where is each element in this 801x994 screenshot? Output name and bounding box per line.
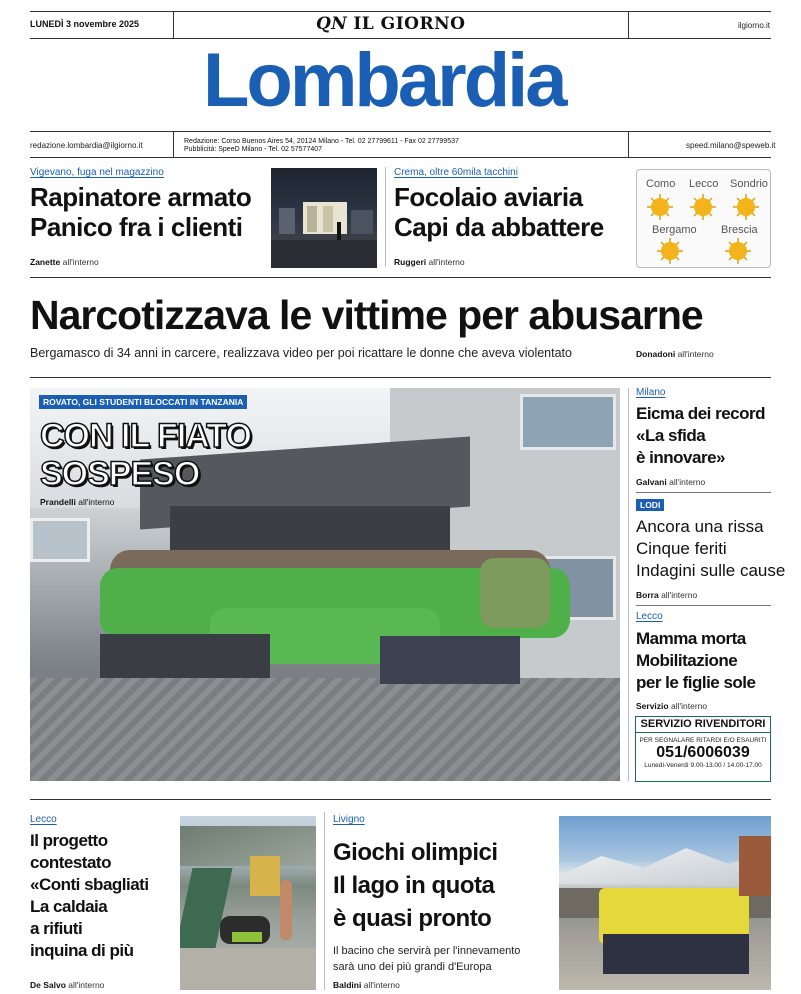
sidebar-2-line: Ancora una rissa xyxy=(636,517,764,536)
issue-date: LUNEDÌ 3 novembre 2025 xyxy=(30,19,140,29)
sidebar-3-byline: Servizio all'interno xyxy=(636,701,708,711)
construction-site-photo xyxy=(180,816,316,990)
rivenditori-hours: Lunedì-Venerdì 9.00-13.00 / 14.00-17.00 xyxy=(644,762,762,769)
sidebar-2-line: Cinque feriti xyxy=(636,539,727,558)
top-story-1-kicker[interactable]: Vigevano, fuga nel magazzino xyxy=(30,167,164,178)
bottom-2-byline: Baldini all'interno xyxy=(333,980,400,990)
photo-story-title[interactable] xyxy=(40,417,251,493)
top-story-1-line2: Panico fra i clienti xyxy=(30,212,243,242)
bottom-2-summary: Il bacino che servirà per l'innevamento sarà uno dei più grandi d'Europa xyxy=(333,945,521,973)
bottom-1-line: a rifiuti xyxy=(30,919,83,938)
bottom-2-line: è quasi pronto xyxy=(333,905,492,932)
photo-title-line2: SOSPESO xyxy=(40,455,200,493)
rivenditori-box[interactable] xyxy=(635,716,771,782)
weather-city-bergamo: Bergamo xyxy=(652,224,697,236)
sidebar-2-byline: Borra all'interno xyxy=(636,590,698,600)
top-story-1-byline: Zanette all'interno xyxy=(30,257,99,267)
sidebar-3-line: per le figlie sole xyxy=(636,673,756,692)
photo-story-label: ROVATO, GLI STUDENTI BLOCCATI IN TANZANIA xyxy=(39,395,247,409)
logo-name: IL GIORNO xyxy=(353,14,466,34)
edition-title: Lombardia xyxy=(203,38,565,123)
sidebar-2-headline[interactable] xyxy=(636,516,785,582)
top-story-2-byline: Ruggeri all'interno xyxy=(394,257,465,267)
sidebar-1-headline[interactable] xyxy=(636,403,765,469)
bottom-2-kicker[interactable]: Livigno xyxy=(333,814,365,825)
sidebar-1-line: «La sfida xyxy=(636,426,706,445)
editorial-email[interactable]: redazione.lombardia@ilgiorno.it xyxy=(30,141,143,150)
bottom-1-line: La caldaia xyxy=(30,897,108,916)
sidebar-2-line: Indagini sulle cause xyxy=(636,561,786,580)
bottom-2-line: Il lago in quota xyxy=(333,872,495,899)
ads-email[interactable]: speed.milano@speweb.it xyxy=(686,141,776,150)
lead-byline: Donadoni all'interno xyxy=(636,349,714,359)
pubblicita-info: Pubblicità: SpeeD Milano - Tel. 02 57577407 xyxy=(184,146,323,153)
weather-city-como: Como xyxy=(646,178,676,190)
bottom-1-line: «Conti sbagliati xyxy=(30,875,149,894)
bottom-1-byline: De Salvo all'interno xyxy=(30,980,105,990)
top-story-1-line1: Rapinatore armato xyxy=(30,182,252,212)
weather-city-sondrio: Sondrio xyxy=(730,178,768,190)
top-story-2-line1: Focolaio aviaria xyxy=(394,182,583,212)
sun-icon xyxy=(647,194,673,220)
sidebar-3-headline[interactable] xyxy=(636,628,756,694)
bottom-2-headline[interactable] xyxy=(333,836,498,935)
sidebar-3-kicker[interactable]: Lecco xyxy=(636,611,663,622)
sidebar-2-kicker[interactable]: LODI xyxy=(636,499,664,511)
photo-story-byline: Prandelli all'interno xyxy=(40,497,115,507)
site-url[interactable]: ilgiorno.it xyxy=(738,21,771,30)
rivenditori-title: SERVIZIO RIVENDITORI xyxy=(636,717,770,733)
photo-title-line1: CON IL FIATO xyxy=(40,417,251,455)
sidebar-1-line: Eicma dei record xyxy=(636,404,766,423)
top-story-2-headline[interactable] xyxy=(394,182,604,242)
weather-box[interactable] xyxy=(636,169,771,268)
newspaper-logo[interactable] xyxy=(316,14,465,34)
sun-icon xyxy=(657,238,683,264)
redazione-info: Redazione: Corso Buenos Aires 54, 20124 Milano - Tel. 02 27799611 - Fax 02 27799537 xyxy=(184,138,459,145)
bottom-1-line: contestato xyxy=(30,853,111,872)
bottom-1-line: inquina di più xyxy=(30,941,134,960)
rivenditori-sub: PER SEGNALARE RITARDI E/O ESAURITI xyxy=(639,737,767,744)
sidebar-3-line: Mobilitazione xyxy=(636,651,738,670)
sun-icon xyxy=(733,194,759,220)
bottom-1-headline[interactable] xyxy=(30,830,149,962)
sidebar-1-byline: Galvani all'interno xyxy=(636,477,706,487)
sidebar-1-kicker[interactable]: Milano xyxy=(636,387,666,398)
top-story-1-headline[interactable] xyxy=(30,182,251,242)
bottom-1-line: Il progetto xyxy=(30,831,108,850)
top-story-2-kicker[interactable]: Crema, oltre 60mila tacchini xyxy=(394,167,518,178)
lead-summary: Bergamasco di 34 anni in carcere, realizzava video per poi ricattare le donne che aveva violentato xyxy=(30,346,572,360)
store-night-photo xyxy=(271,168,377,268)
lead-headline[interactable]: Narcotizzava le vittime per abusarne xyxy=(30,292,703,338)
sidebar-1-line: è innovare» xyxy=(636,448,725,467)
sidebar-3-line: Mamma morta xyxy=(636,629,746,648)
qn-logo: QN xyxy=(316,14,348,34)
rivenditori-phone[interactable]: 051/6006039 xyxy=(656,744,750,761)
sun-icon xyxy=(690,194,716,220)
sun-icon xyxy=(725,238,751,264)
top-story-2-line2: Capi da abbattere xyxy=(394,212,604,242)
bottom-1-kicker[interactable]: Lecco xyxy=(30,814,57,825)
weather-city-lecco: Lecco xyxy=(689,178,719,190)
bottom-2-line: Giochi olimpici xyxy=(333,839,498,866)
weather-city-brescia: Brescia xyxy=(721,224,758,236)
livigno-lake-photo xyxy=(559,816,771,990)
